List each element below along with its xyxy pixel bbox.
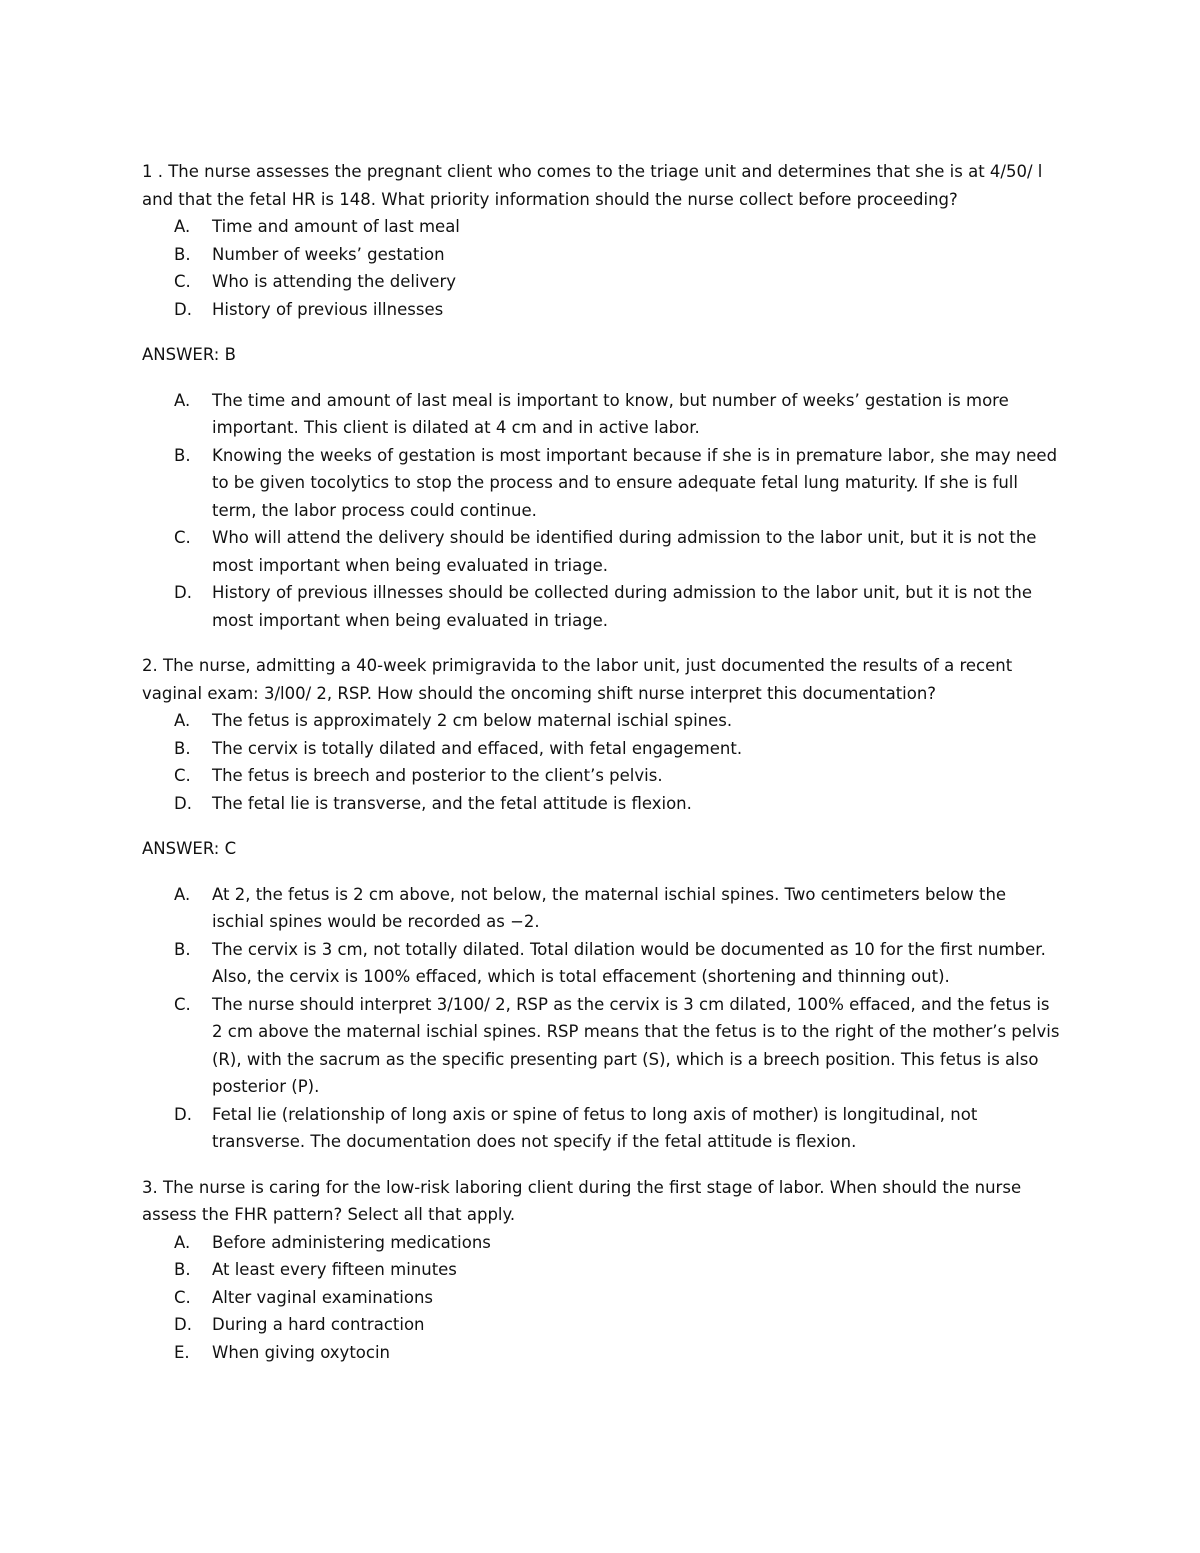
question-2-rationales: [142, 881, 1062, 1156]
question-1-option-c: C. Who is attending the delivery: [174, 272, 457, 291]
question-3-stem: 3. The nurse is caring for the low-risk laboring client during the first stage of labor. When should the nurse assess the FHR pattern? Select all that apply.: [142, 1177, 1022, 1224]
question-2-option-a: A. The fetus is approximately 2 cm below maternal ischial spines.: [174, 711, 733, 730]
question-2-options: [142, 707, 1062, 817]
question-1-answer: ANSWER: B: [142, 345, 236, 364]
question-3-option-a: A. Before administering medications: [174, 1232, 491, 1252]
question-3-option-b: B. At least every fifteen minutes: [174, 1260, 457, 1279]
spacer: [142, 634, 1062, 652]
question-2-rationale-b: B. The cervix is 3 cm, not totally dilated. Total dilation would be documented as 10 for the first number. Also, the cervix is 100% effaced, which is total effacement (shortening and thinning out).: [174, 939, 1046, 986]
question-2-option-d: D. The fetal lie is transverse, and the fetal attitude is flexion.: [174, 793, 692, 813]
question-2-rationale-d: D. Fetal lie (relationship of long axis or spine of fetus to long axis of mother) is longitudinal, not transverse. The documentation does not specify if the fetal attitude is flexion.: [174, 1104, 978, 1151]
question-3-option-c: C. Alter vaginal examinations: [174, 1287, 434, 1307]
question-1-rationale-c: C. Who will attend the delivery should be identified during admission to the labor unit, but it is not the most important when being evaluated in triage.: [174, 528, 1037, 575]
question-1-rationales: [142, 387, 1062, 635]
question-2-rationale-a: A. At 2, the fetus is 2 cm above, not below, the maternal ischial spines. Two centimeters below the ischial spines would be recorded as −2.: [174, 884, 1007, 931]
question-2-answer: ANSWER: C: [142, 839, 237, 858]
spacer: [142, 1156, 1062, 1174]
question-1-option-b: B. Number of weeks’ gestation: [174, 244, 445, 264]
question-3-options: [142, 1229, 1062, 1367]
question-1-stem: 1 . The nurse assesses the pregnant client who comes to the triage unit and determines that she is at 4/50/ l and that the fetal HR is 148. What priority information should the nurse collect before proceeding?: [142, 162, 1043, 209]
question-2-rationale-c: C. The nurse should interpret 3/100/ 2, RSP as the cervix is 3 cm dilated, 100% effaced, and the fetus is 2 cm above the maternal ischial spines. RSP means that the fetus is to the right of the mother’s pelvis (R), with the sacrum as the specific presenting part (S), which is a breech position. This fetus is also posterior (P).: [174, 994, 1060, 1096]
question-3-option-e: E. When giving oxytocin: [174, 1342, 391, 1362]
question-2-stem: 2. The nurse, admitting a 40-week primigravida to the labor unit, just documented the results of a recent vaginal exam: 3/l00/ 2, RSP. How should the oncoming shift nurse interpret this documentation?: [142, 656, 1013, 703]
question-1-options: [142, 213, 1062, 323]
question-2-option-c: C. The fetus is breech and posterior to the client’s pelvis.: [174, 766, 663, 785]
question-1-option-a: A. Time and amount of last meal: [174, 217, 460, 236]
question-1-option-d: D. History of previous illnesses: [174, 299, 444, 319]
question-1-rationale-b: B. Knowing the weeks of gestation is most important because if she is in premature labor, she may need to be given tocolytics to stop the process and to ensure adequate fetal lung maturity. If she is full term, the labor process could continue.: [174, 445, 1058, 520]
question-1-rationale-a: A. The time and amount of last meal is important to know, but number of weeks’ gestation is more important. This client is dilated at 4 cm and in active labor.: [174, 390, 1009, 437]
document-page: [142, 158, 1062, 1366]
question-3-option-d: D. During a hard contraction: [174, 1315, 425, 1334]
question-2-option-b: B. The cervix is totally dilated and effaced, with fetal engagement.: [174, 738, 743, 758]
question-1-rationale-d: D. History of previous illnesses should be collected during admission to the labor unit, but it is not the most important when being evaluated in triage.: [174, 583, 1032, 630]
